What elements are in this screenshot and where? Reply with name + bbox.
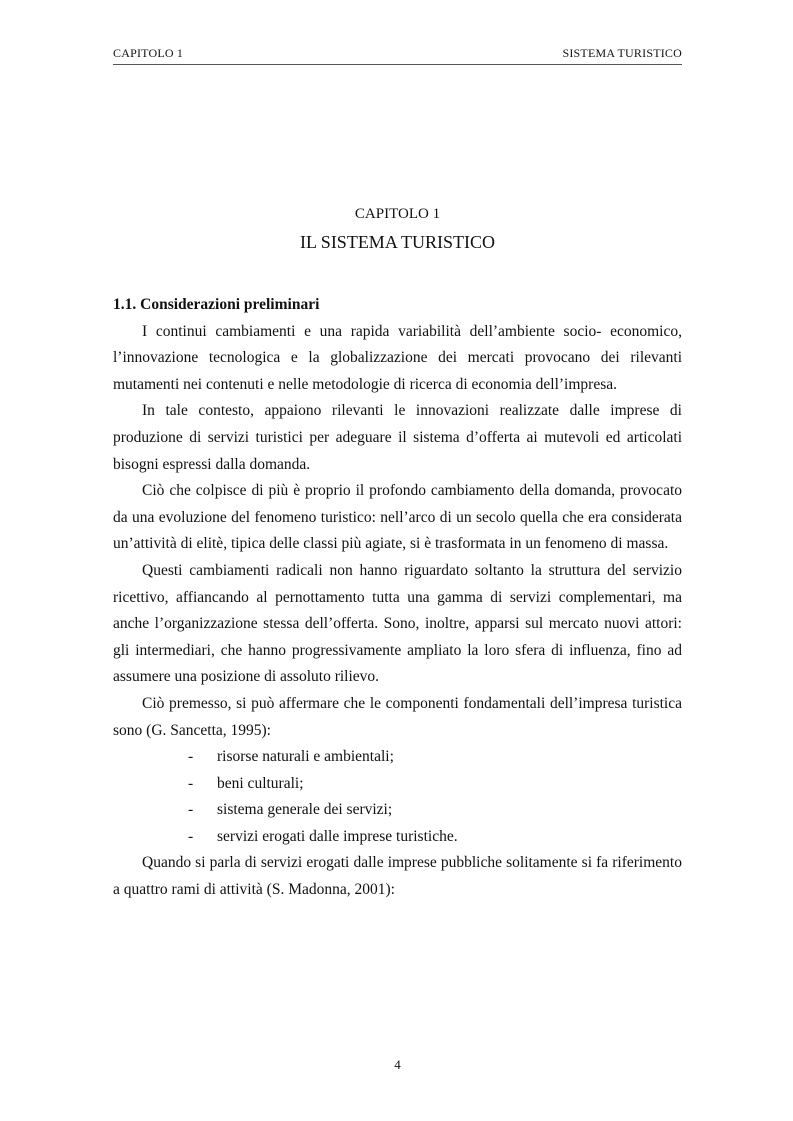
body-text — [113, 292, 682, 904]
chapter-title: IL SISTEMA TURISTICO — [299, 232, 495, 252]
list-dash: - — [188, 801, 194, 819]
page-number: 4 — [394, 1057, 401, 1072]
list-dash: - — [188, 774, 194, 792]
list-item-text: servizi erogati dalle imprese turistiche. — [217, 827, 458, 845]
paragraph: Ciò che colpisce di più è proprio il profondo cambiamento della domanda, provocato da una evoluzione del fenomeno turistico: nell’arco di un secolo quella che era considerata un’attività di elitè, tipica delle classi più agiate, si è trasformata in un fenomeno di massa. — [113, 482, 682, 553]
list-item — [113, 744, 682, 771]
paragraph: Quando si parla di servizi erogati dalle imprese pubbliche solitamente si fa riferimento a quattro rami di attività (S. Madonna, 2001): — [113, 854, 682, 899]
running-header — [113, 46, 682, 65]
list-item-text: risorse naturali e ambientali; — [217, 748, 394, 766]
list-dash: - — [188, 748, 194, 766]
list-item-text: beni culturali; — [217, 774, 304, 792]
list-item — [113, 771, 682, 798]
list-dash: - — [188, 827, 194, 845]
paragraph: Questi cambiamenti radicali non hanno riguardato soltanto la struttura del servizio ricettivo, affiancando al pernottamento tutta una gamma di servizi complementari, ma anche l’organizzazione stessa dell’offerta. Sono, inoltre, apparsi sul mercato nuovi attori: gli intermediari, che hanno progressivamente ampliato la loro sfera di influenza, fino ad assumere una posizione di assoluto rilievo. — [113, 561, 682, 686]
components-list — [113, 744, 682, 850]
list-item-text: sistema generale dei servizi; — [217, 801, 393, 819]
chapter-label: CAPITOLO 1 — [354, 206, 441, 222]
paragraph: I continui cambiamenti e una rapida variabilità dell’ambiente socio- economico, l’innovazione tecnologica e la globalizzazione dei mercati provocano dei rilevanti mutamenti nei contenuti e nelle metodologie di ricerca di economia dell’impresa. — [113, 322, 682, 393]
section-heading: 1.1. Considerazioni preliminari — [113, 296, 320, 313]
paragraph: Ciò premesso, si può affermare che le componenti fondamentali dell’impresa turistica sono (G. Sancetta, 1995): — [113, 694, 682, 739]
paragraph: In tale contesto, appaiono rilevanti le innovazioni realizzate dalle imprese di produzione di servizi turistici per adeguare il sistema d’offerta ai mutevoli ed articolati bisogni espressi dalla domanda. — [113, 402, 682, 473]
header-topic: SISTEMA TURISTICO — [562, 46, 682, 60]
header-chapter: CAPITOLO 1 — [113, 46, 184, 60]
list-item — [113, 824, 682, 851]
list-item — [113, 797, 682, 824]
